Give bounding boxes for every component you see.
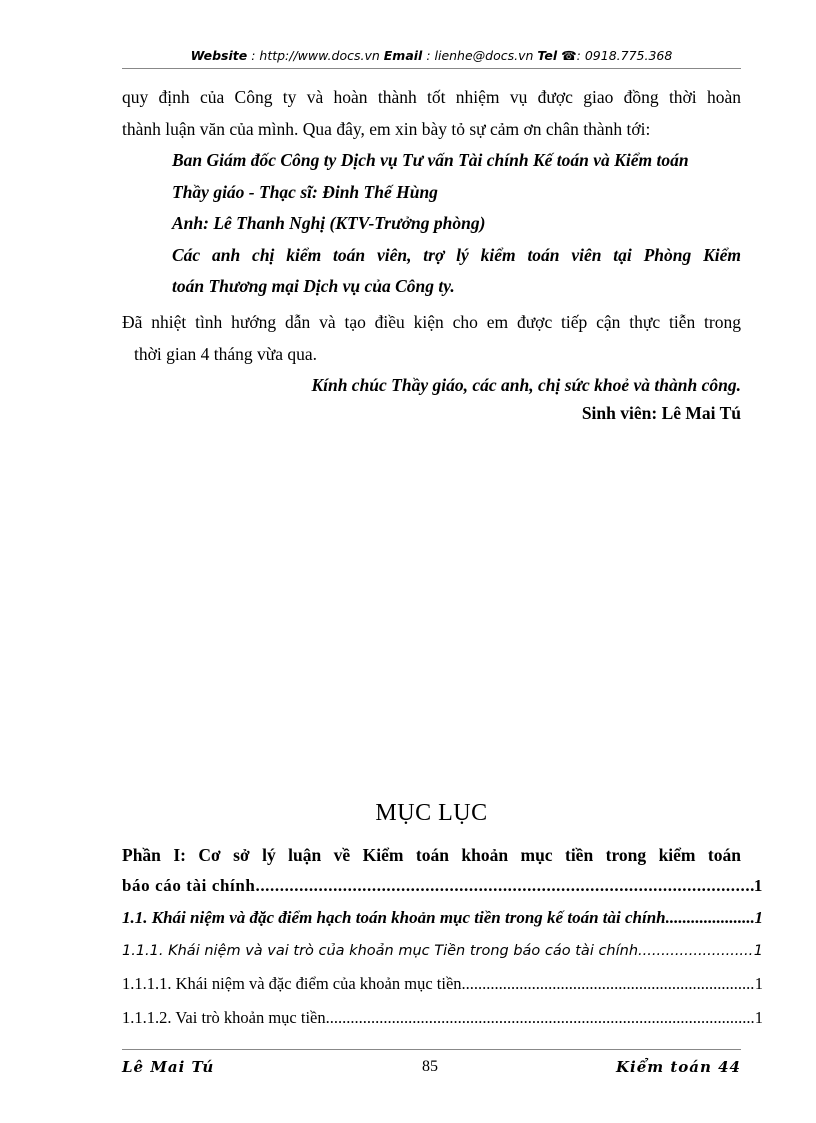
- header-divider: [122, 68, 741, 69]
- toc-entry[interactable]: [122, 1008, 763, 1028]
- paragraph-2: [122, 307, 741, 370]
- page-header: [122, 48, 741, 63]
- footer-divider: [122, 1049, 741, 1050]
- paragraph-1-line-2: thành luận văn của mình. Qua đây, em xin bày tỏ sự cảm ơn chân thành tới:: [122, 118, 651, 139]
- toc-leader-dots: [326, 1008, 755, 1028]
- toc-entry-text: 1.1.1. Khái niệm và vai trò của khoản mục Tiền trong báo cáo tài chính: [122, 943, 639, 959]
- website-label: Website: [190, 48, 248, 63]
- toc-entry[interactable]: [122, 943, 763, 959]
- toc-entry-page: 1: [754, 908, 763, 927]
- toc-entry-page: 1: [754, 1008, 763, 1027]
- toc-leader-dots: [666, 908, 755, 928]
- paragraph-2-line-1: Đã nhiệt tình hướng dẫn và tạo điều kiện cho em được tiếp cận thực tiễn trong: [122, 312, 741, 332]
- toc-title: MỤC LỤC: [375, 800, 488, 826]
- website-url: : http://www.docs.vn: [247, 48, 384, 63]
- thanks-item: Các anh chị kiểm toán viên, trợ lý kiểm toán viên tại Phòng Kiểm: [172, 244, 741, 265]
- toc-leader-dots: [638, 943, 754, 959]
- thanks-list: [172, 145, 741, 303]
- toc-entry-text: 1.1.1.2. Vai trò khoản mục tiền: [122, 1008, 326, 1027]
- toc-entry[interactable]: [122, 908, 763, 928]
- toc-entry[interactable]: [122, 876, 763, 896]
- thanks-item: Anh: Lê Thanh Nghị (KTV-Trưởng phòng): [172, 213, 486, 233]
- paragraph-1: [122, 82, 741, 145]
- footer-course: Kiểm toán 44: [615, 1058, 741, 1076]
- toc-entry-text: 1.1. Khái niệm và đặc điểm hạch toán khoản mục tiền trong kế toán tài chính: [122, 908, 666, 927]
- thanks-item: Ban Giám đốc Công ty Dịch vụ Tư vấn Tài chính Kế toán và Kiểm toán: [172, 150, 689, 170]
- thanks-item: toán Thương mại Dịch vụ của Công ty.: [172, 276, 455, 296]
- email-label: Email: [383, 48, 423, 63]
- toc-leader-dots: [462, 974, 755, 994]
- phone-icon: ☎: [561, 48, 577, 63]
- toc-entry-page: 1: [754, 974, 763, 993]
- toc-entry-text: báo cáo tài chính: [122, 876, 256, 895]
- tel-number: : 0918.775.368: [576, 48, 673, 63]
- paragraph-1-line-1: quy định của Công ty và hoàn thành tốt nhiệm vụ được giao đồng thời hoàn: [122, 87, 741, 107]
- signature: Sinh viên: Lê Mai Tú: [581, 403, 741, 423]
- footer-author: Lê Mai Tú: [122, 1058, 215, 1076]
- toc-entry-page: 1: [753, 876, 763, 895]
- email-address: : lienhe@docs.vn: [422, 48, 538, 63]
- page-number: 85: [422, 1058, 438, 1075]
- thanks-item: Thầy giáo - Thạc sĩ: Đinh Thế Hùng: [172, 181, 438, 202]
- toc-entry-page: 1: [753, 943, 763, 959]
- toc-entry-text: 1.1.1.1. Khái niệm và đặc điểm của khoản mục tiền: [122, 974, 462, 993]
- tel-label: Tel: [537, 48, 558, 63]
- paragraph-2-line-2: thời gian 4 tháng vừa qua.: [134, 343, 318, 364]
- closing-wish: Kính chúc Thầy giáo, các anh, chị sức khoẻ và thành công.: [311, 375, 741, 395]
- toc-entry[interactable]: [122, 974, 763, 994]
- toc-part-1-heading[interactable]: Phần I: Cơ sở lý luận về Kiểm toán khoản mục tiền trong kiểm toán: [122, 845, 741, 865]
- toc-leader-dots: [255, 876, 753, 896]
